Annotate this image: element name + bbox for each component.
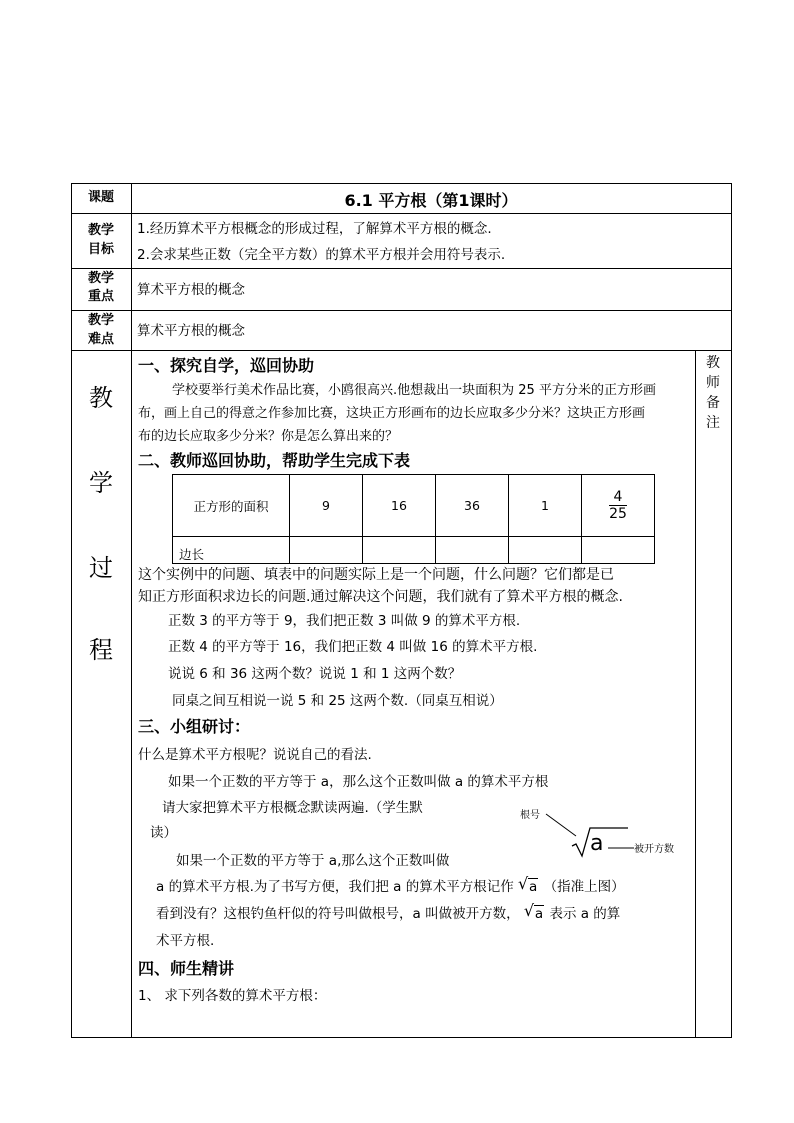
section3-line: 如果一个正数的平方等于 a，那么这个正数叫做 a 的算术平方根 — [168, 774, 549, 790]
line7-text-b: 表示 a 的算 — [549, 906, 621, 922]
section4-item1: 1、 求下列各数的算术平方根： — [138, 988, 327, 1004]
notes-label-char: 师 — [706, 375, 720, 391]
process-label-char: 学 — [89, 469, 113, 497]
section4-heading: 四、师生精讲 — [138, 959, 235, 978]
line6-text-b: （指准上图） — [543, 879, 625, 895]
keypoints-label-1: 教学 — [87, 271, 114, 286]
table-cell — [290, 537, 363, 564]
section3-line: 请大家把算术平方根概念默读两遍.（学生默 — [162, 800, 423, 816]
line7-text-a: 看到没有？这根钓鱼杆似的符号叫做根号，a 叫做被开方数， — [156, 906, 520, 922]
sqrt-a-symbol — [525, 904, 544, 924]
fraction-numerator: 4 — [609, 489, 627, 506]
table-cell: 16 — [363, 475, 436, 537]
section3-line: 读） — [150, 825, 177, 841]
radical-sign-label: 根号 — [520, 810, 540, 821]
notes-label-char: 备 — [706, 395, 720, 411]
table-cell — [582, 537, 655, 564]
process-label-char: 程 — [89, 636, 113, 664]
row-divider — [71, 268, 732, 269]
table-cell: 36 — [436, 475, 509, 537]
section2-heading: 二、教师巡回协助，帮助学生完成下表 — [138, 451, 411, 470]
page-title: 6.1 平方根（第1课时） — [344, 191, 518, 210]
square-table — [172, 474, 655, 564]
difficulties-label-1: 教学 — [87, 313, 114, 328]
section3-line6 — [156, 877, 625, 897]
sqrt-a-symbol — [519, 877, 538, 897]
section3-line: 如果一个正数的平方等于 a,那么这个正数叫做 — [176, 853, 450, 869]
goals-label-1: 教学 — [87, 223, 114, 238]
section1-para-line: 学校要举行美术作品比赛，小鸥很高兴.他想裁出一块面积为 25 平方分米的正方形画 — [172, 383, 656, 398]
section1-para-line: 布，画上自己的得意之作参加比赛，这块正方形画布的边长应取多少分米？这块正方形画 — [138, 406, 646, 421]
process-label-char: 教 — [89, 384, 113, 412]
difficulties-label-2: 难点 — [87, 332, 114, 347]
section2-line: 知正方形面积求边长的问题.通过解决这个问题，我们就有了算术平方根的概念. — [138, 589, 623, 605]
section2-line: 正数 4 的平方等于 16，我们把正数 4 叫做 16 的算术平方根. — [168, 639, 538, 655]
row-divider — [71, 310, 732, 311]
sqrt-radicand: a — [534, 906, 544, 922]
table-top-border — [71, 183, 732, 184]
section3-line8: 术平方根. — [156, 933, 215, 949]
radicand-symbol: a — [590, 831, 604, 856]
table-right-border — [731, 183, 732, 1037]
radicand-label: 被开方数 — [634, 844, 674, 855]
table-cell: 9 — [290, 475, 363, 537]
goal-item-2: 2.会求某些正数（完全平方数）的算术平方根并会用符号表示. — [137, 247, 506, 263]
table-bottom-border — [71, 1037, 732, 1038]
row-divider — [71, 213, 732, 214]
goals-label-2: 目标 — [87, 242, 114, 257]
table-cell — [436, 537, 509, 564]
sqrt-radicand: a — [529, 879, 538, 895]
goal-item-1: 1.经历算术平方根概念的形成过程，了解算术平方根的概念. — [137, 221, 492, 237]
section1-para-line: 布的边长应取多少分米？你是怎么算出来的？ — [138, 429, 399, 444]
process-label-char: 过 — [89, 554, 113, 582]
table-cell: 1 — [509, 475, 582, 537]
table-cell — [363, 537, 436, 564]
section2-line: 正数 3 的平方等于 9，我们把正数 3 叫做 9 的算术平方根. — [168, 613, 521, 629]
table-cell-fraction — [582, 475, 655, 537]
section3-heading: 三、小组研讨： — [138, 717, 251, 736]
notes-column-divider — [695, 350, 696, 1037]
row-divider — [71, 350, 732, 351]
section1-heading: 一、探究自学，巡回协助 — [138, 356, 315, 375]
notes-label-char: 注 — [706, 415, 720, 431]
keypoints-label-2: 重点 — [87, 289, 114, 304]
header-label: 课题 — [87, 190, 114, 205]
radical-diagram — [518, 802, 694, 862]
keypoints-text: 算术平方根的概念 — [137, 282, 245, 298]
fraction — [609, 489, 627, 522]
table-header-cell: 正方形的面积 — [173, 475, 290, 537]
table-cell — [509, 537, 582, 564]
notes-label-char: 教 — [706, 355, 720, 371]
section3-line: 什么是算术平方根呢？说说自己的看法. — [138, 747, 372, 763]
section2-line: 这个实例中的问题、填表中的问题实际上是一个问题，什么问题？它们都是已 — [138, 567, 614, 583]
line6-text-a: a 的算术平方根.为了书写方便，我们把 a 的算术平方根记作 — [156, 879, 514, 895]
label-column-divider — [131, 183, 132, 1037]
section2-line: 说说 6 和 36 这两个数？说说 1 和 1 这两个数？ — [168, 666, 462, 682]
section2-line: 同桌之间互相说一说 5 和 25 这两个数.（同桌互相说） — [172, 693, 503, 709]
section3-line7 — [156, 904, 620, 924]
table-header-cell: 边长 — [173, 537, 290, 564]
difficulties-text: 算术平方根的概念 — [137, 323, 245, 339]
fraction-denominator: 25 — [609, 506, 627, 522]
